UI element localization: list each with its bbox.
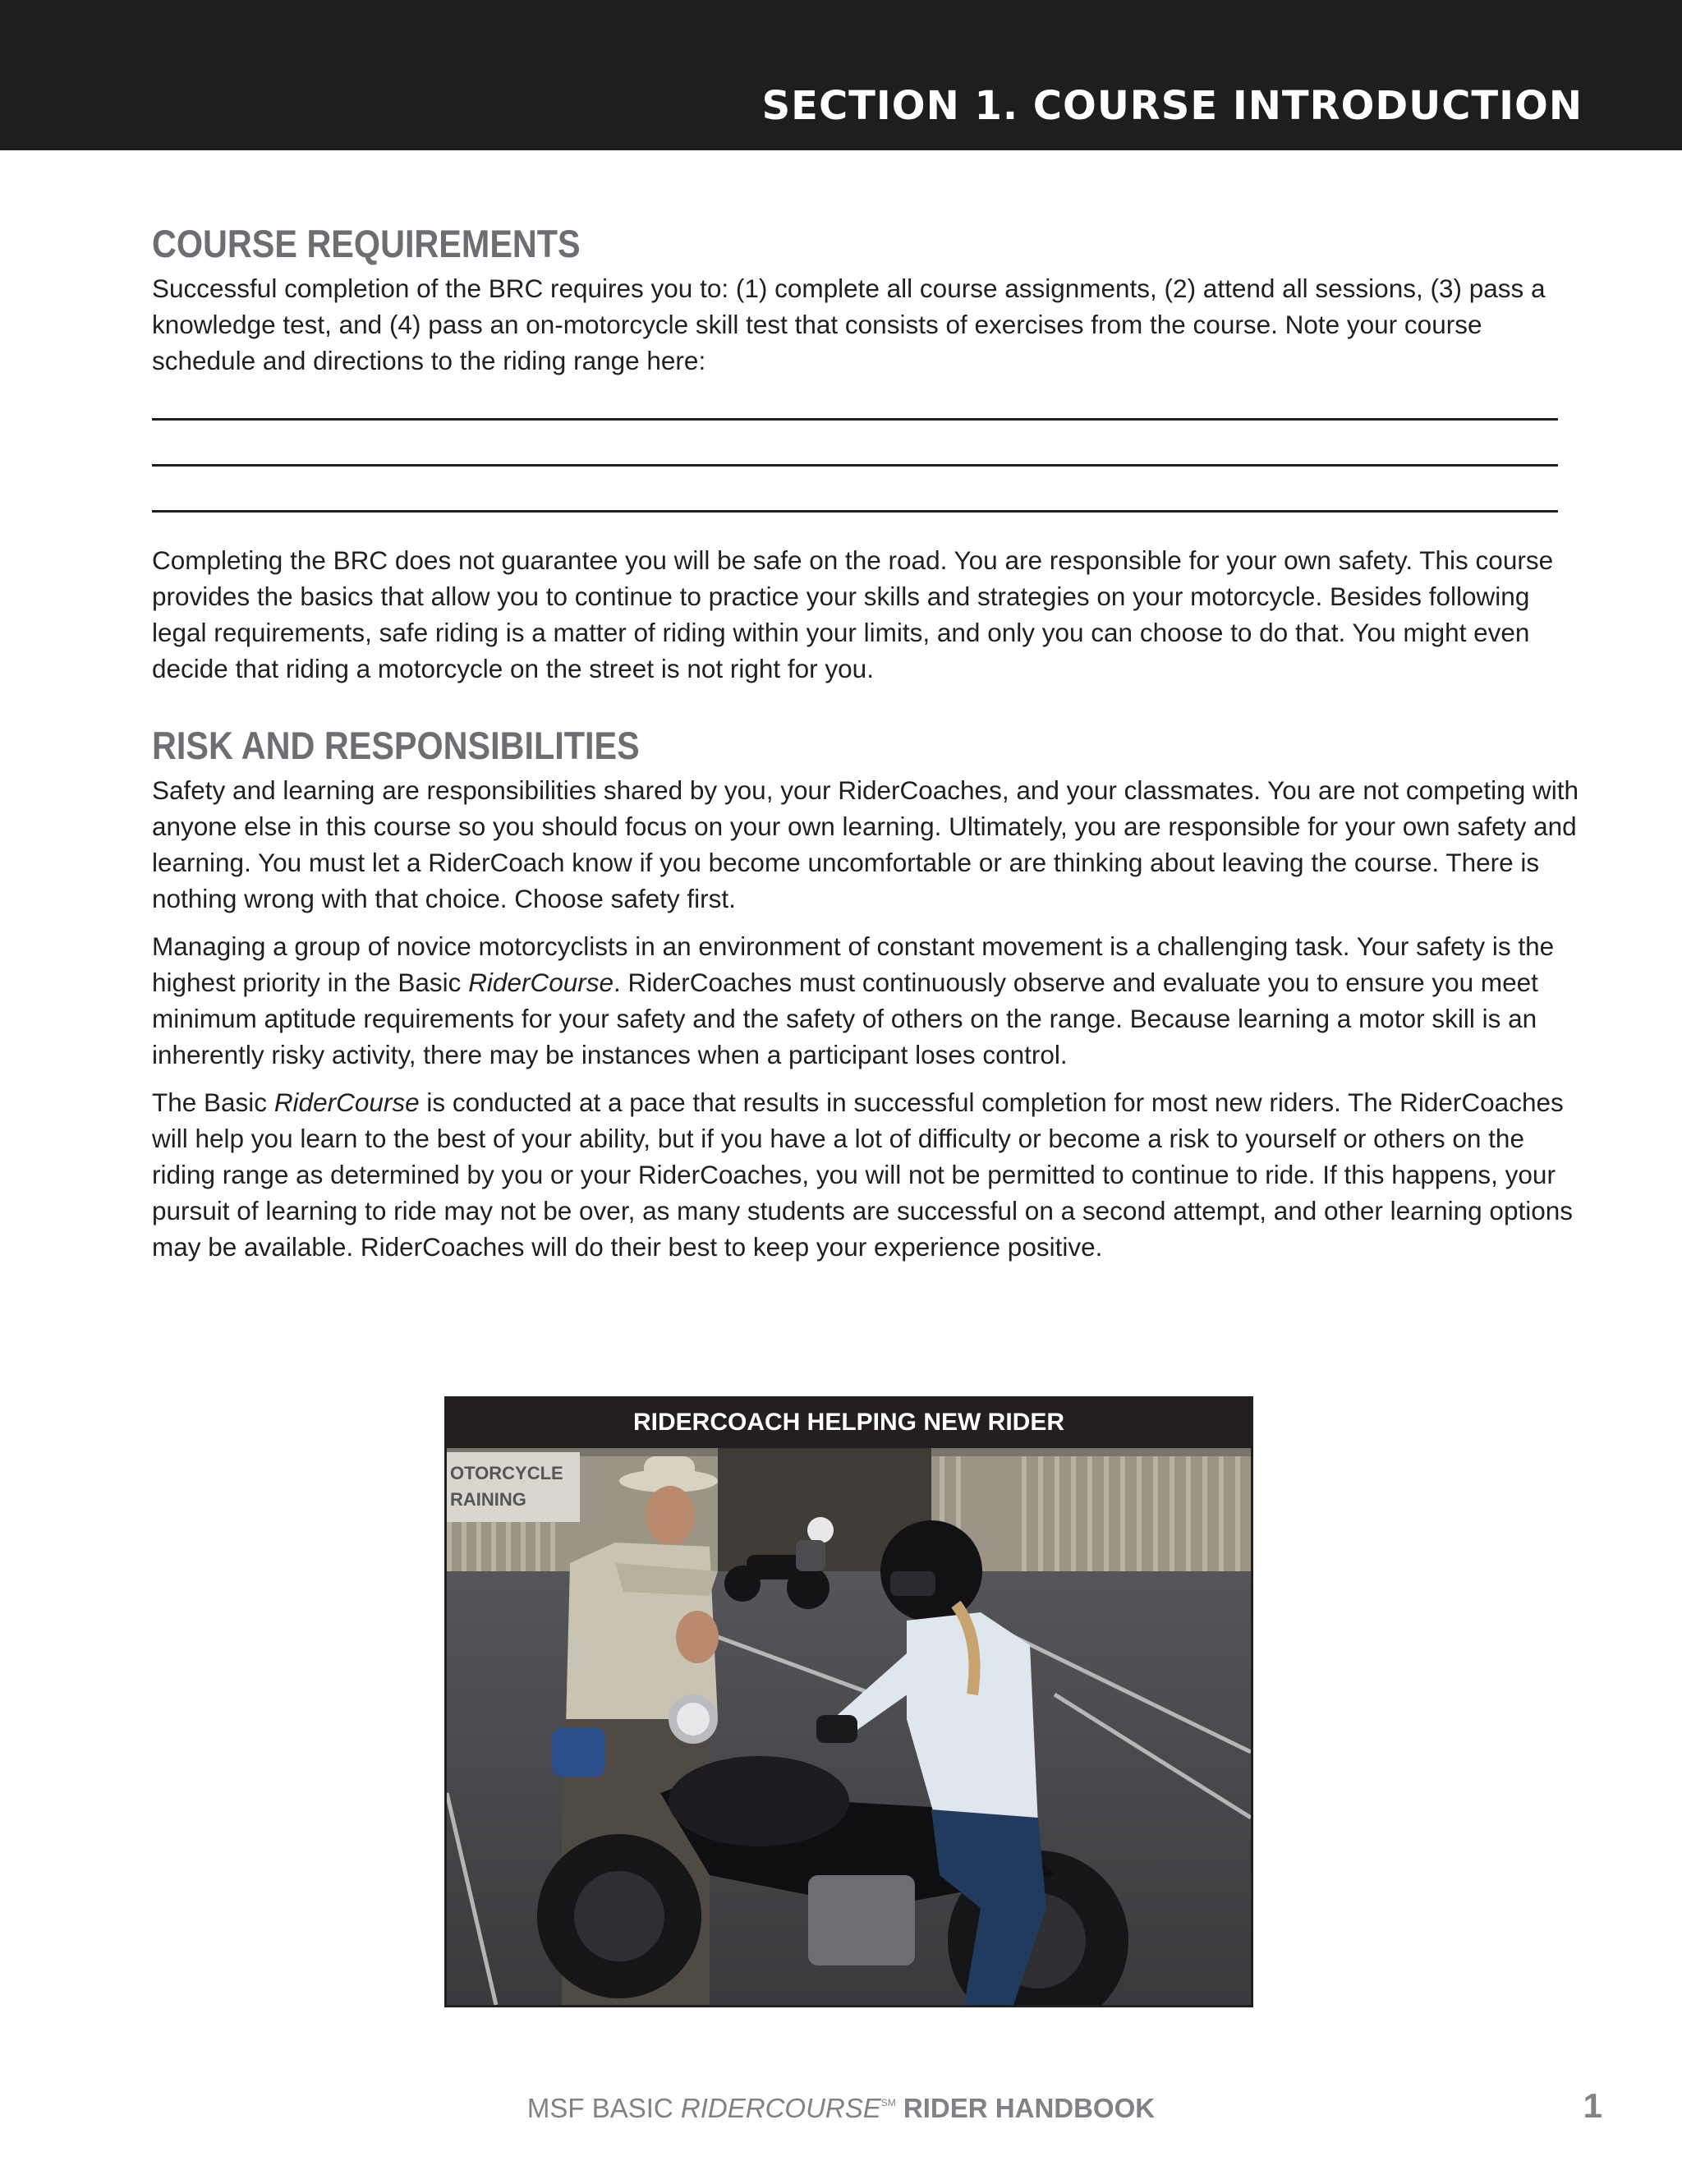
section-header-bar — [0, 0, 1682, 150]
write-in-line — [152, 418, 1558, 421]
banner-text: OTORCYCLE — [450, 1463, 563, 1483]
footer-text: MSF BASIC — [526, 2093, 681, 2123]
ridercoach-photo-figure — [444, 1396, 1253, 2007]
safety-disclaimer-paragraph: Completing the BRC does not guarantee you will be safe on the road. You are responsible for your own safety. This course provides the basics that allow you to continue to practice your skills and strategies on your motorcycle. Besides following legal requirements, safe riding is a matter of riding within your limits, and only you can choose to do that. You might even decide that riding a motorcycle on the street is not right for you. — [152, 545, 1554, 683]
course-requirements-heading: COURSE REQUIREMENTS — [152, 222, 581, 265]
paragraph-text: is conducted at a pace that results in successful completion for most new riders. The RiderCoaches will help you learn to the best of your ability, but if you have a lot of difficulty or become a risk to yourself or others on the riding range as determined by you or your RiderCoaches, you will not be permitted to continue to ride. If this happens, your pursuit of learning to ride may not be over, as many students are successful on a second attempt, and other learning options may be available. RiderCoaches will do their best to keep your experience positive. — [152, 1087, 1574, 1262]
ridercoach-helping-rider-photo — [447, 1448, 1251, 2005]
service-mark: SM — [880, 2097, 896, 2108]
managing-novices-paragraph — [152, 928, 1581, 1073]
paragraph-text: The Basic — [152, 1087, 274, 1117]
write-in-line — [152, 510, 1558, 513]
footer-handbook-title — [0, 2093, 1682, 2124]
course-pace-paragraph — [152, 1084, 1581, 1265]
ridercourse-italic: RiderCourse — [273, 1087, 420, 1117]
figure-caption: RIDERCOACH HELPING NEW RIDER — [632, 1409, 1064, 1436]
ridercourse-italic: RiderCourse — [468, 968, 614, 997]
footer-ridercourse: RIDERCOURSE — [680, 2093, 881, 2123]
section-title: SECTION 1. COURSE INTRODUCTION — [761, 83, 1583, 129]
schedule-write-in-lines — [152, 418, 1558, 513]
course-requirements-paragraph: Successful completion of the BRC requires you to: (1) complete all course assignments, (2) attend all sessions, (3) pass a knowledge test, and (4) pass an on-motorcycle skill test that consists of exercises from the course. Note your course schedule and directions to the riding range here: — [152, 274, 1546, 375]
write-in-line — [152, 464, 1558, 467]
paragraph-text: Managing a group of novice motorcyclists in an environment of constant movement is a challenging task. Your safety is the highest priority in the Basic — [152, 931, 1555, 997]
paragraph-text: . RiderCoaches must continuously observe and evaluate you to ensure you meet minimum aptitude requirements for your safety and the safety of others on the range. Because learning a motor skill is an inherently risky activity, there may be instances when a participant loses control. — [152, 968, 1538, 1069]
page-number: 1 — [1583, 2086, 1602, 2125]
shared-responsibility-paragraph: Safety and learning are responsibilities shared by you, your RiderCoaches, and your classmates. You are not competing with anyone else in this course so you should focus on your own learning. Ultimately, you are responsible for your own safety and learning. You must let a RiderCoach know if you become uncomfortable or are thinking about leaving the course. There is nothing wrong with that choice. Choose safety first. — [152, 775, 1579, 913]
photo-illustration — [447, 1448, 1251, 2005]
risk-responsibilities-heading: RISK AND RESPONSIBILITIES — [152, 724, 640, 767]
banner-text: RAINING — [450, 1489, 526, 1510]
main-content — [152, 218, 1581, 1265]
footer-text-bold: RIDER HANDBOOK — [895, 2093, 1156, 2123]
